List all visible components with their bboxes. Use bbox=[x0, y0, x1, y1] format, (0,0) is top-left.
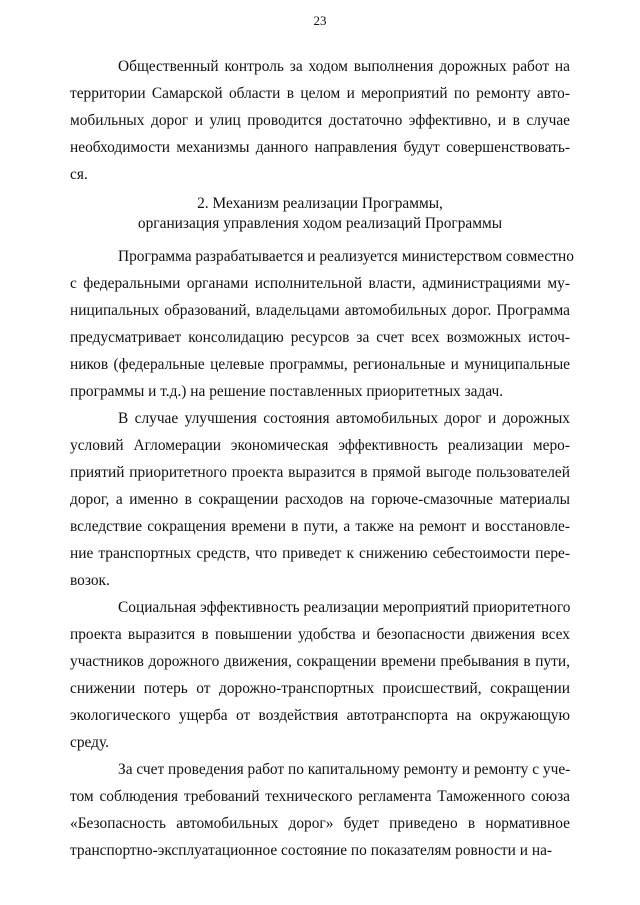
page-number: 23 bbox=[313, 13, 327, 28]
text-line: участников дорожного движения, сокращении времени пребывания в пути, bbox=[70, 653, 570, 670]
section-heading bbox=[70, 194, 570, 234]
document-body bbox=[70, 53, 574, 864]
text-line: мобильных дорог и улиц проводится достаточно эффективно, и в случае bbox=[70, 112, 570, 129]
text-line: проекта выразится в повышении удобства и безопасности движения всех bbox=[70, 626, 570, 643]
text-line: условий Агломерации экономическая эффективность реализации меро- bbox=[70, 437, 570, 454]
text-line: В случае улучшения состояния автомобильных дорог и дорожных bbox=[118, 410, 570, 427]
text-line: ниципальных образований, владельцами автомобильных дорог. Программа bbox=[70, 302, 570, 319]
text-line: Социальная эффективность реализации мероприятий приоритетного bbox=[118, 599, 571, 616]
text-line: Общественный контроль за ходом выполнения дорожных работ на bbox=[118, 58, 570, 75]
text-line: возок. bbox=[70, 572, 110, 589]
text-line: транспортно-эксплуатационное состояние по показателям ровности и на- bbox=[70, 842, 553, 859]
text-line: территории Самарской области в целом и мероприятий по ремонту авто- bbox=[70, 85, 570, 102]
text-line: ся. bbox=[70, 166, 88, 183]
text-line: приятий приоритетного проекта выразится в прямой выгоде пользователей bbox=[70, 464, 570, 481]
text-line: предусматривает консолидацию ресурсов за счет всех возможных источ- bbox=[70, 329, 570, 346]
text-line: За счет проведения работ по капитальному ремонту и ремонту с уче- bbox=[118, 761, 571, 778]
text-line: «Безопасность автомобильных дорог» будет приведено в нормативное bbox=[70, 815, 570, 832]
body-paragraph bbox=[70, 594, 570, 756]
text-line: ников (федеральные целевые программы, региональные и муниципальные bbox=[70, 356, 570, 373]
text-line: среду. bbox=[70, 734, 109, 751]
text-line: ние транспортных средств, что приведет к снижению себестоимости пере- bbox=[70, 545, 570, 562]
text-line: с федеральными органами исполнительной власти, администрациями му- bbox=[70, 275, 570, 292]
body-paragraph bbox=[70, 405, 570, 594]
text-line: Программа разрабатывается и реализуется министерством совместно bbox=[118, 248, 574, 265]
text-line: том соблюдения требований технического регламента Таможенного союза bbox=[70, 788, 570, 805]
intro-paragraph bbox=[70, 53, 570, 188]
text-line: снижении потерь от дорожно-транспортных происшествий, сокращении bbox=[70, 680, 570, 697]
text-line: дорог, а именно в сокращении расходов на горюче-смазочные материалы bbox=[70, 491, 570, 508]
heading-line: организация управления ходом реализаций Программы bbox=[137, 215, 503, 232]
paragraph-list bbox=[70, 243, 574, 864]
text-line: программы и т.д.) на решение поставленных приоритетных задач. bbox=[70, 383, 504, 400]
heading-line: 2. Механизм реализации Программы, bbox=[197, 195, 443, 212]
body-paragraph bbox=[70, 243, 574, 405]
text-line: вследствие сокращения времени в пути, а также на ремонт и восстановле- bbox=[70, 518, 570, 535]
text-line: необходимости механизмы данного направления будут совершенствовать- bbox=[70, 139, 570, 156]
body-paragraph bbox=[70, 756, 570, 864]
text-line: экологического ущерба от воздействия автотранспорта на окружающую bbox=[70, 707, 570, 724]
